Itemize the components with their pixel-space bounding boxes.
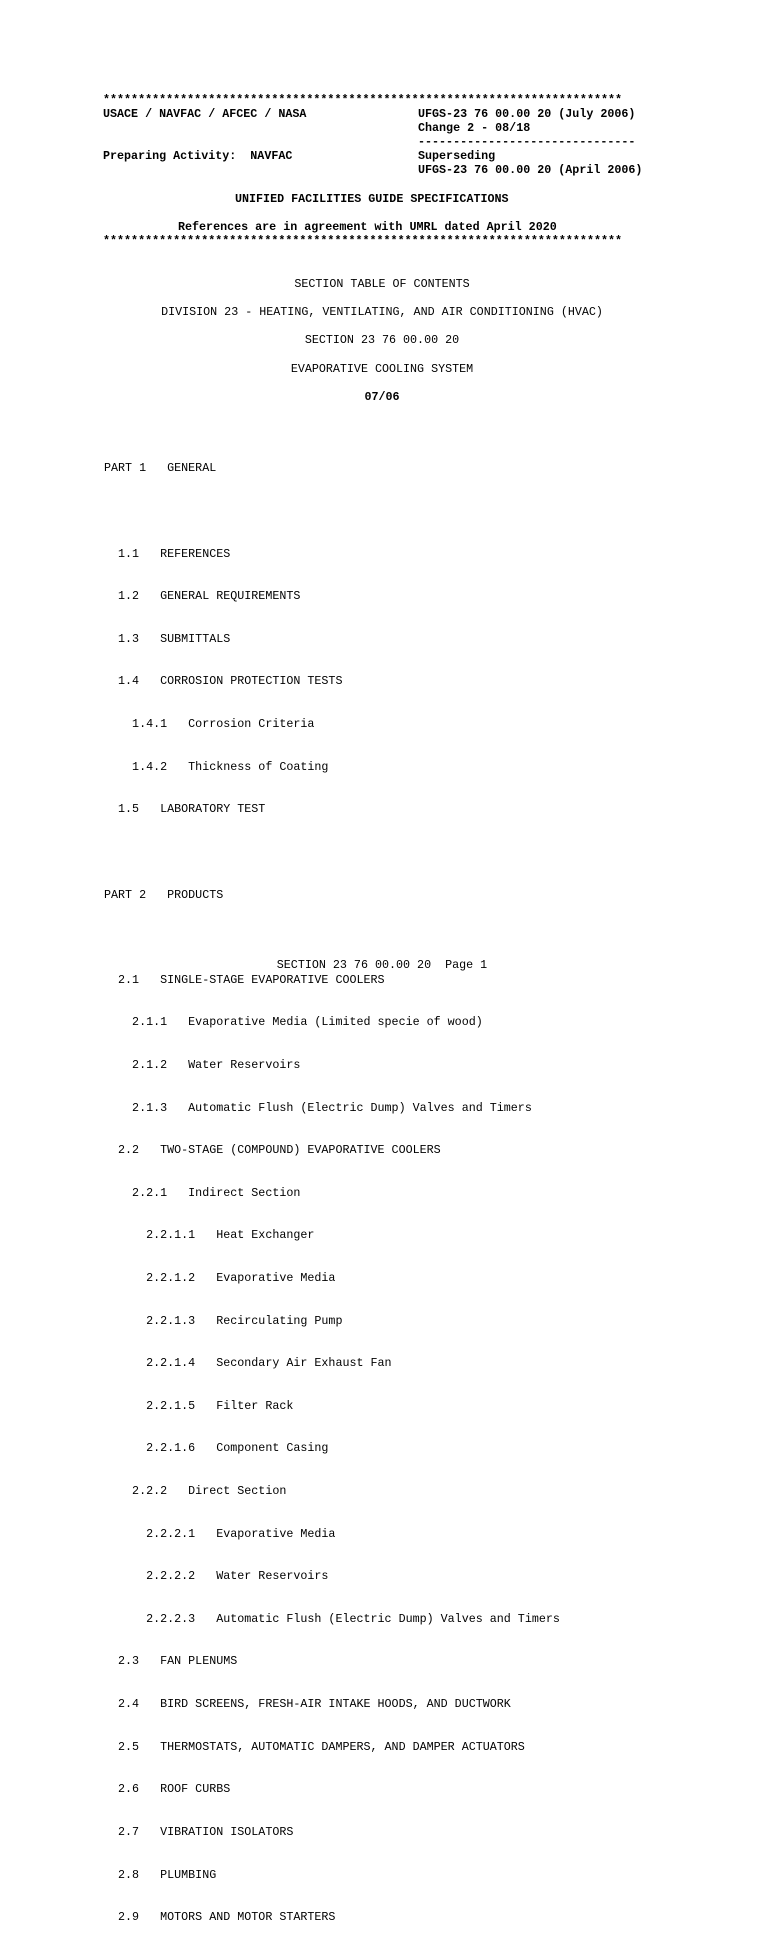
toc-line: 1.3 SUBMITTALS xyxy=(104,631,231,646)
toc-line: PART 2 PRODUCTS xyxy=(104,887,224,902)
preparing-activity: Preparing Activity: NAVFAC xyxy=(103,149,293,163)
toc-line xyxy=(104,930,560,944)
toc-line: 2.2.1.4 Secondary Air Exhaust Fan xyxy=(104,1356,392,1371)
ufgs-designation: UFGS-23 76 00.00 20 (July 2006) xyxy=(418,107,636,121)
toc-line: 2.3 FAN PLENUMS xyxy=(104,1654,238,1669)
superseding-label: Superseding xyxy=(418,149,496,163)
dash-rule: ------------------------------- xyxy=(418,135,636,149)
toc-line: 2.5 THERMOSTATS, AUTOMATIC DAMPERS, AND DAMPER ACTUATORS xyxy=(104,1739,525,1754)
toc-line: 2.2.2 Direct Section xyxy=(104,1484,287,1499)
toc-line: 2.1.1 Evaporative Media (Limited specie of wood) xyxy=(104,1015,483,1030)
toc-line: 2.2.2.1 Evaporative Media xyxy=(104,1526,336,1541)
toc-line: 2.9 MOTORS AND MOTOR STARTERS xyxy=(104,1910,336,1925)
toc-line: 2.7 VIBRATION ISOLATORS xyxy=(104,1824,294,1839)
asterisk-rule-top: ************************************************************************** xyxy=(103,93,623,107)
toc-line: 1.1 REFERENCES xyxy=(104,546,231,561)
toc-line xyxy=(104,845,560,859)
toc-line: 2.1 SINGLE-STAGE EVAPORATIVE COOLERS xyxy=(104,972,385,987)
change-notice: Change 2 - 08/18 xyxy=(418,121,531,135)
asterisk-rule-bottom: ************************************************************************** xyxy=(103,234,623,248)
toc-line: 2.2.2.3 Automatic Flush (Electric Dump) Valves and Timers xyxy=(104,1611,560,1626)
toc-line: 2.8 PLUMBING xyxy=(104,1867,217,1882)
organizations: USACE / NAVFAC / AFCEC / NASA xyxy=(103,107,307,121)
guide-spec-title: UNIFIED FACILITIES GUIDE SPECIFICATIONS xyxy=(235,192,509,206)
toc-line: 1.5 LABORATORY TEST xyxy=(104,802,266,817)
toc-line: 1.4.2 Thickness of Coating xyxy=(104,759,329,774)
section-name: EVAPORATIVE COOLING SYSTEM xyxy=(290,362,474,376)
toc-line: 2.2.1.3 Recirculating Pump xyxy=(104,1313,343,1328)
toc-line: 2.2.1.6 Component Casing xyxy=(104,1441,329,1456)
references-note: References are in agreement with UMRL dated April 2020 xyxy=(178,220,557,234)
table-of-contents xyxy=(104,433,560,1939)
toc-line: 2.2.1 Indirect Section xyxy=(104,1185,301,1200)
section-number: SECTION 23 76 00.00 20 xyxy=(304,333,460,347)
toc-line: 2.4 BIRD SCREENS, FRESH-AIR INTAKE HOODS, AND DUCTWORK xyxy=(104,1697,511,1712)
toc-line: 1.4 CORROSION PROTECTION TESTS xyxy=(104,674,343,689)
division-title: DIVISION 23 - HEATING, VENTILATING, AND AIR CONDITIONING (HVAC) xyxy=(161,305,603,319)
superseded-designation: UFGS-23 76 00.00 20 (April 2006) xyxy=(418,163,643,177)
toc-line: 1.4.1 Corrosion Criteria xyxy=(104,717,315,732)
toc-title: SECTION TABLE OF CONTENTS xyxy=(294,277,470,291)
toc-line: 1.2 GENERAL REQUIREMENTS xyxy=(104,589,301,604)
toc-line: 2.2.1.5 Filter Rack xyxy=(104,1398,294,1413)
toc-line: 2.2.1.1 Heat Exchanger xyxy=(104,1228,315,1243)
page-footer: SECTION 23 76 00.00 20 Page 1 xyxy=(276,958,488,972)
toc-line: 2.1.2 Water Reservoirs xyxy=(104,1057,301,1072)
toc-line: 2.2 TWO-STAGE (COMPOUND) EVAPORATIVE COOLERS xyxy=(104,1143,441,1158)
toc-line: 2.2.2.2 Water Reservoirs xyxy=(104,1569,329,1584)
toc-line: 2.2.1.2 Evaporative Media xyxy=(104,1270,336,1285)
toc-line xyxy=(104,504,560,518)
section-date: 07/06 xyxy=(364,390,400,404)
toc-line: 2.1.3 Automatic Flush (Electric Dump) Valves and Timers xyxy=(104,1100,532,1115)
toc-line: 2.6 ROOF CURBS xyxy=(104,1782,231,1797)
toc-line: PART 1 GENERAL xyxy=(104,461,217,476)
